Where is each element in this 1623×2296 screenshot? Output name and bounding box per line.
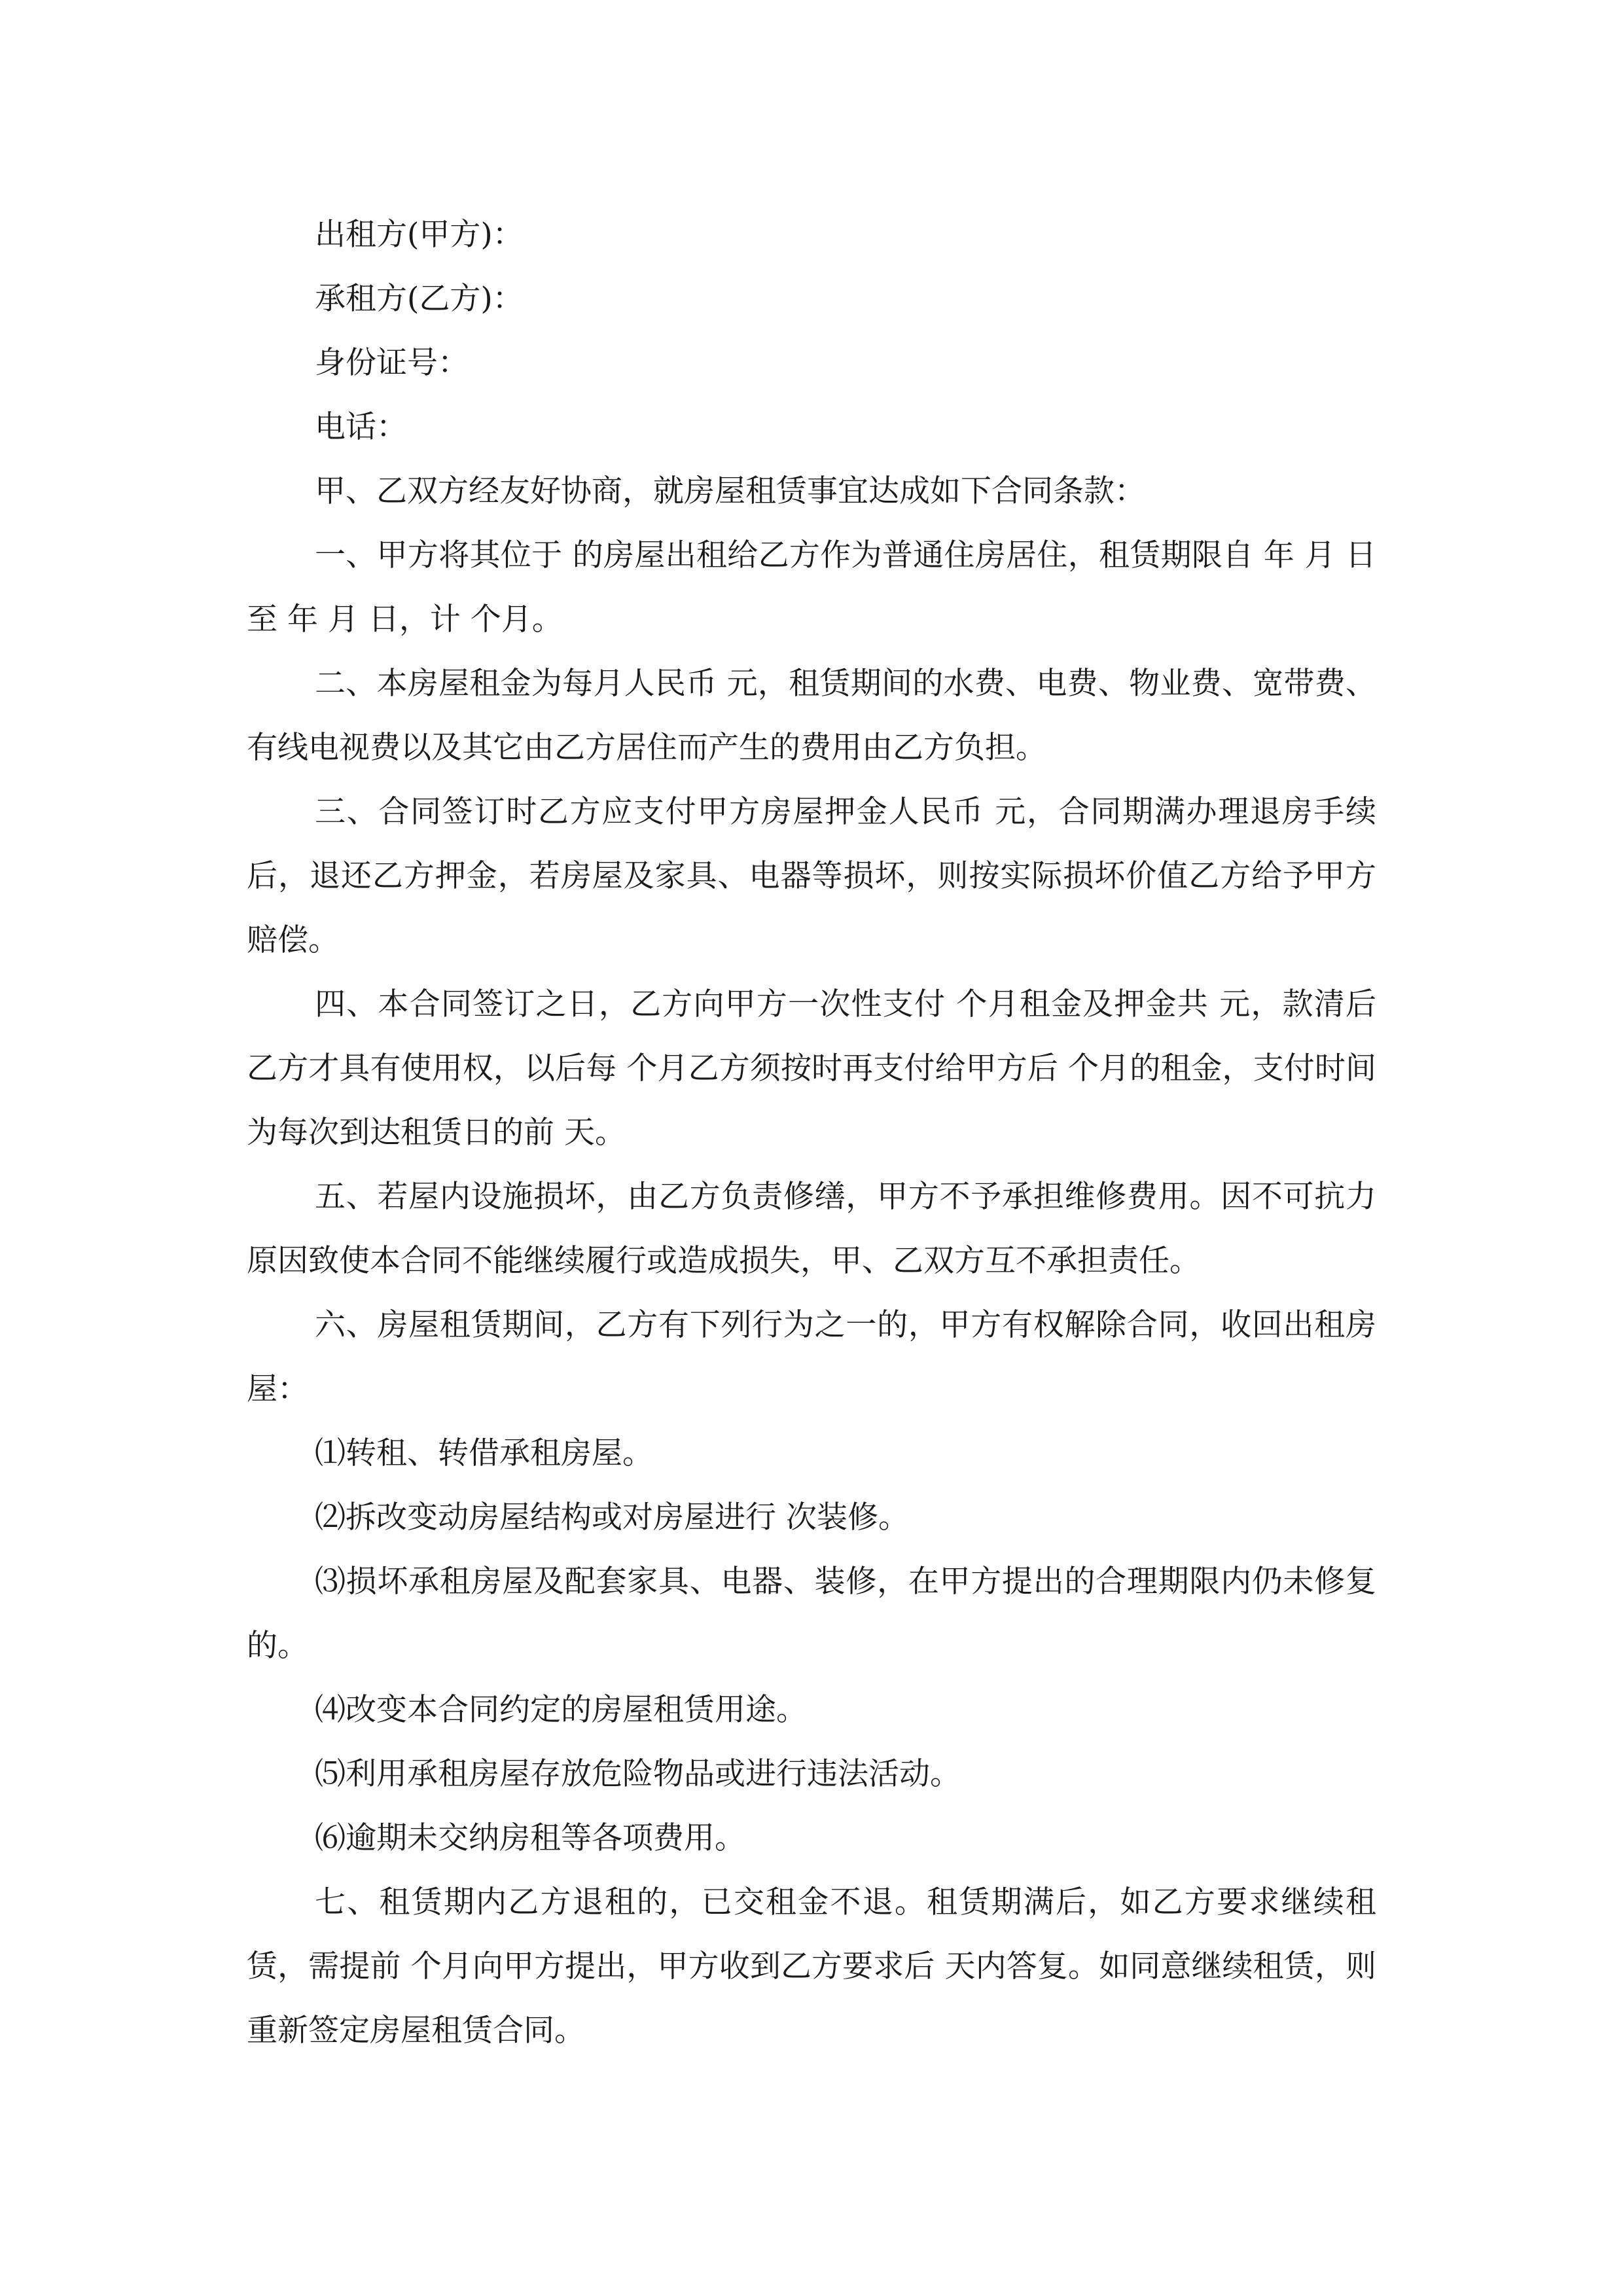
clause-6-item-6: ⑹逾期未交纳房租等各项费用。 (315, 1820, 745, 1856)
clause-6-item-4: ⑷改变本合同约定的房屋租赁用途。 (315, 1692, 807, 1728)
clause-4: 四、本合同签订之日，乙方向甲方一次性支付 个月租金及押金共 元，款清后乙方才具有使用权，以后每 个月乙方须按时再支付给甲方后 个月的租金，支付时间为每次到达租赁日的前 天。 (247, 986, 1376, 1151)
contract-body (247, 203, 1376, 2063)
lessor-field: 出租方(甲方)： (315, 217, 524, 253)
lessee-field: 承租方(乙方)： (315, 281, 524, 317)
phone-field: 电话： (315, 409, 407, 445)
clause-6-item-5: ⑸利用承租房屋存放危险物品或进行违法活动。 (315, 1756, 961, 1792)
preamble: 甲、乙双方经友好协商，就房屋租赁事宜达成如下合同条款： (315, 473, 1145, 509)
clause-3: 三、合同签订时乙方应支付甲方房屋押金人民币 元，合同期满办理退房手续后，退还乙方押金，若房屋及家具、电器等损坏，则按实际损坏价值乙方给予甲方赔偿。 (247, 794, 1376, 958)
clause-6-item-1: ⑴转租、转借承租房屋。 (315, 1435, 653, 1471)
clause-1: 一、甲方将其位于 的房屋出租给乙方作为普通住房居住，租赁期限自 年 月 日至 年 月 日，计 个月。 (247, 537, 1376, 637)
clause-5: 五、若屋内设施损坏，由乙方负责修缮，甲方不予承担维修费用。因不可抗力原因致使本合同不能继续履行或造成损失，甲、乙双方互不承担责任。 (247, 1179, 1376, 1279)
clause-6-item-2: ⑵拆改变动房屋结构或对房屋进行 次装修。 (315, 1499, 909, 1535)
clause-2: 二、本房屋租金为每月人民币 元，租赁期间的水费、电费、物业费、宽带费、有线电视费以及其它由乙方居住而产生的费用由乙方负担。 (247, 666, 1376, 766)
clause-6: 六、房屋租赁期间，乙方有下列行为之一的，甲方有权解除合同，收回出租房屋： (247, 1307, 1376, 1407)
id-number-field: 身份证号： (315, 345, 469, 381)
clause-7: 七、租赁期内乙方退租的，已交租金不退。租赁期满后，如乙方要求继续租赁，需提前 个月向甲方提出，甲方收到乙方要求后 天内答复。如同意继续租赁，则重新签定房屋租赁合同。 (247, 1884, 1376, 2049)
clause-6-item-3: ⑶损坏承租房屋及配套家具、电器、装修，在甲方提出的合理期限内仍未修复的。 (247, 1564, 1376, 1664)
